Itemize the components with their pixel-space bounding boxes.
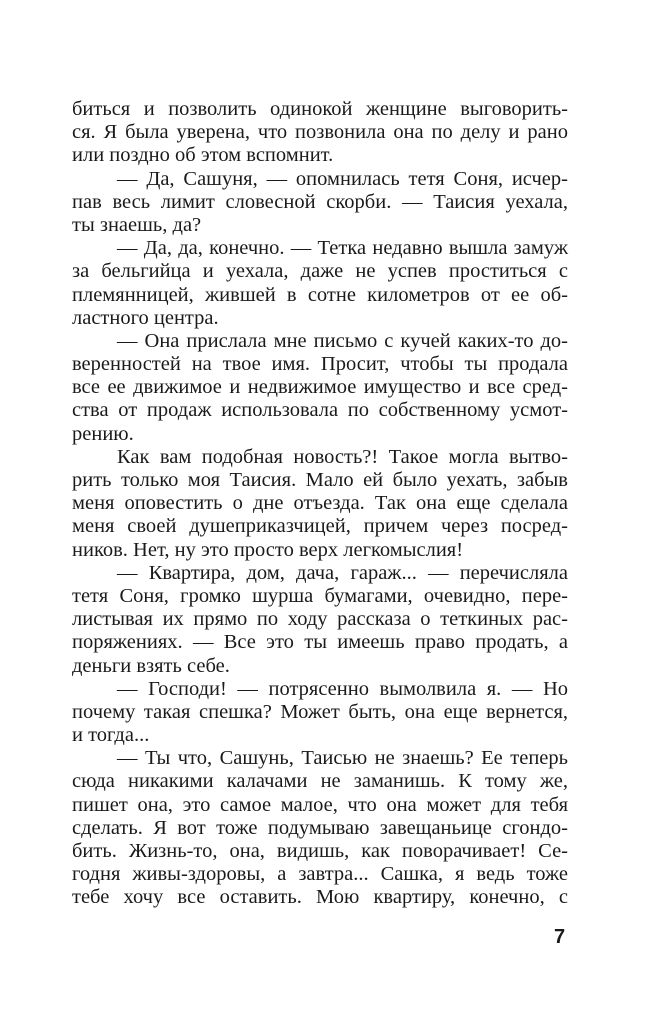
text-line: ты знаешь, да? xyxy=(72,213,202,236)
text-line: ластного центра. xyxy=(72,306,219,329)
text-line: ства от продаж использовала по собственному усмот- xyxy=(72,399,568,422)
text-line: бить. Жизнь-то, она, видишь, как поворачивает! Се- xyxy=(72,840,568,862)
text-line: годня живы-здоровы, а завтра... Сашка, я ведь тоже xyxy=(72,863,568,886)
text-line: — Она прислала мне письмо с кучей каких-то до- xyxy=(117,329,568,352)
text-line: сюда никакими калачами не заманишь. К тому же, xyxy=(72,770,568,793)
text-line: тетя Соня, громко шурша бумагами, очевидно, пере- xyxy=(72,584,568,607)
text-line: Как вам подобная новость?! Такое могла вытво- xyxy=(117,445,568,468)
text-line: — Господи! — потрясенно вымолвила я. — Но xyxy=(117,677,568,700)
text-line: меня оповестить о дне отъезда. Так она еще сделала xyxy=(72,492,568,515)
text-line: поряжениях. — Все это ты имеешь право продать, а xyxy=(72,631,568,654)
text-line: сделать. Я вот тоже подумываю завещаньице сгондо- xyxy=(72,816,568,839)
text-line: ников. Нет, ну это просто верх легкомыслия! xyxy=(72,538,464,561)
text-line: тебе хочу все оставить. Мою квартиру, конечно, с xyxy=(72,886,568,909)
text-line: за бельгийца и уехала, даже не успев проститься с xyxy=(72,260,568,283)
text-line: рению. xyxy=(72,422,134,445)
text-line: деньги взять себе. xyxy=(72,654,230,677)
text-line: племянницей, жившей в сотне километров от ее об- xyxy=(72,283,568,306)
text-line: рить только моя Таисия. Мало ей было уехать, забыв xyxy=(72,469,568,491)
page-number: 7 xyxy=(554,926,566,948)
text-line: — Да, да, конечно. — Тетка недавно вышла замуж xyxy=(117,237,568,260)
text-line: меня своей душеприказчицей, причем через посред- xyxy=(72,515,568,538)
text-line: листывая их прямо по ходу рассказа о теткиных рас- xyxy=(72,608,568,631)
text-line: пишет она, это самое малое, что она может для тебя xyxy=(72,793,568,816)
text-line: — Ты что, Сашунь, Таисью не знаешь? Ее теперь xyxy=(117,747,568,770)
body-text xyxy=(72,98,568,910)
text-line: биться и позволить одинокой женщине выговорить- xyxy=(72,98,568,120)
text-line: ся. Я была уверена, что позвонила она по делу и рано xyxy=(72,121,568,144)
text-line: и тогда... xyxy=(72,724,150,747)
text-line: — Да, Сашуня, — опомнилась тетя Соня, исчер- xyxy=(117,167,568,190)
text-line: пав весь лимит словесной скорби. — Таисия уехала, xyxy=(72,190,568,213)
text-line: все ее движимое и недвижимое имущество и все сред- xyxy=(72,376,568,399)
text-line: или поздно об этом вспомнит. xyxy=(72,144,334,167)
text-line: почему такая спешка? Может быть, она еще вернется, xyxy=(72,700,568,723)
text-line: веренностей на твое имя. Просит, чтобы ты продала xyxy=(72,353,568,376)
text-line: — Квартира, дом, дача, гараж... — перечисляла xyxy=(117,561,568,584)
